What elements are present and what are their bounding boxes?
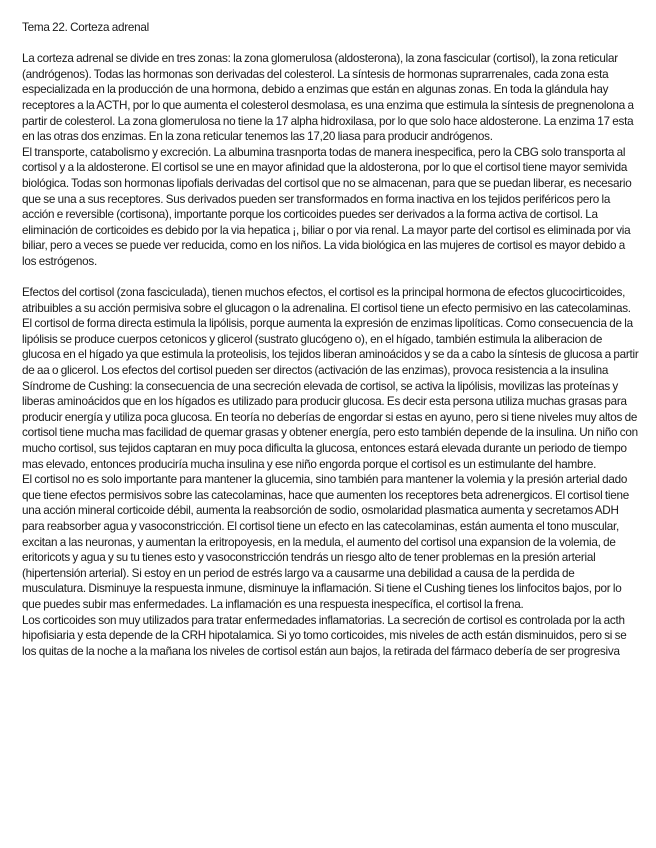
paragraph-corticoides: Los corticoides son muy utilizados para tratar enfermedades inflamatorias. La secreción de cortisol es controlada por la acth hipofisiaria y esta depende de la CRH hipotalamica. Si yo tomo corticoides, mis niveles de acth están disminuidos, pero si se los quitas de la noche a la mañana los niveles de cortisol están aun bajos, la retirada del fármaco debería de ser progresiva <box>22 613 627 658</box>
paragraph-sindrome-cushing: Síndrome de Cushing: la consecuencia de una secreción elevada de cortisol, se activa la lipólisis, movilizas las proteínas y liberas aminoácidos que en los hígados es utilizado para producir glucosa. Es decir esta persona utiliza muchas grasas para producir energía y utiliza poca glucosa. En teoría no deberías de engordar si estas en ayuno, pero si tiene niveles muy altos de cortisol tiene mucha mas facilidad de quemar grasas y obtener energía, pero esto también depende de la insulina. Un niño con mucho cortisol, sus tejidos captaran en muy poca dificulta la glucosa, entonces estará elevada durante un periodo de tiempo mas elevado, entonces produciría mucha insulina y ese niño engorda porque el cortisol es un estimulante del hambre. <box>22 379 638 471</box>
paragraph-transporte: El transporte, catabolismo y excreción. La albumina trasnporta todas de manera inespecifica, pero la CBG solo transporta al cortisol y a la aldosterone. El cortisol se une en mayor afinidad que la aldosterona, por lo que el cortisol tiene mayor semivida biológica. Todas son hormonas lipofials derivadas del cortisol que no se almacenan, para que se puedan liberar, es necesario que se una a sus receptores. Sus derivados pueden ser transformados en forma inactiva en los tejidos periféricos pero la acción e reversible (cortisona), importante porque los corticoides puedes ser derivados a la forma activa de cortisol. La eliminación de corticoides es debido por la via hepatica ¡, biliar o por via renal. La mayor parte del cortisol es eliminada por via biliar, pero a veces se puede ver reducida, como en los niños. La vida biológica en las mujeres de cortisol es mayor debido a los estrógenos. <box>22 145 632 268</box>
document-page <box>22 20 640 659</box>
document-title: Tema 22. Corteza adrenal <box>22 21 149 34</box>
paragraph-corteza-zonas: La corteza adrenal se divide en tres zonas: la zona glomerulosa (aldosterona), la zona fascicular (cortisol), la zona reticular (andrógenos). Todas las hormonas son derivadas del colesterol. La síntesis de hormonas suprarrenales, cada zona esta especializada en la producción de una hormona, debido a enzimas que están en algunas zonas. En toda la glándula hay receptores a la ACTH, por lo que aumenta el colesterol desmolasa, es una enzima que estimula la síntesis de pregnenolona a partir de colesterol. La zona glomerulosa no tiene la 17 alpha hidroxilasa, por lo que solo hace aldosterone. La enzima 17 esta en las otras dos enzimas. En la zona reticular tenemos las 17,20 liasa para producir andrógenos. <box>22 52 634 144</box>
paragraph-efectos-cortisol: Efectos del cortisol (zona fasciculada), tienen muchos efectos, el cortisol es la principal hormona de efectos glucocirticoides, atribuibles a su acción permisiva sobre el glucagon o la adrenalina. El cortisol tiene un efecto permisivo en las catecolaminas. El cortisol de forma directa estimula la lipólisis, porque aumenta la expresión de enzimas lipolíticas. Como consecuencia de la lipólisis se produce cuerpos cetonicos y glicerol (sustrato glucógeno o), en el hígado, también estimula la aliberacion de glucosa en el hígado ya que estimula la proteolisis, los tejidos liberan aminoácidos y se da a cabo la síntesis de glucosa a partir de aa o glicerol. Los efectos del cortisol pueden ser directos (activación de las enzimas), provoca resistencia a la insulina <box>22 286 639 378</box>
paragraph-volemia-presion: El cortisol no es solo importante para mantener la glucemia, sino también para mantener la volemia y la presión arterial dado que tiene efectos permisivos sobre las catecolaminas, hace que aumenten los receptores beta adrenergicos. El cortisol tiene una acción mineral corticoide débil, aumenta la reabsorción de sodio, osmolaridad plasmatica aumenta y secretamos ADH para reabsorber agua y vasoconstricción. El cortisol tiene un efecto en las catecolaminas, están aumenta el tono muscular, excitan a las neuronas, y aumentan la eritropoyesis, en la medula, el aumento del cortisol una expansion de la volemia, de eritoricots y agua y su tu tienes esto y vasoconstricción tendrás un riesgo alto de tener problemas en la presión arterial (hipertensión arterial). Si estoy en un period de estrés largo va a causarme una debilidad a causa de la perdida de musculatura. Disminuye la respuesta inmune, disminuye la inflamación. Si tiene el Cushing tienes los linfocitos bajos, por lo que puedes subir mas enfermedades. La inflamación es una respuesta inespecífica, el cortisol la frena. <box>22 473 630 611</box>
